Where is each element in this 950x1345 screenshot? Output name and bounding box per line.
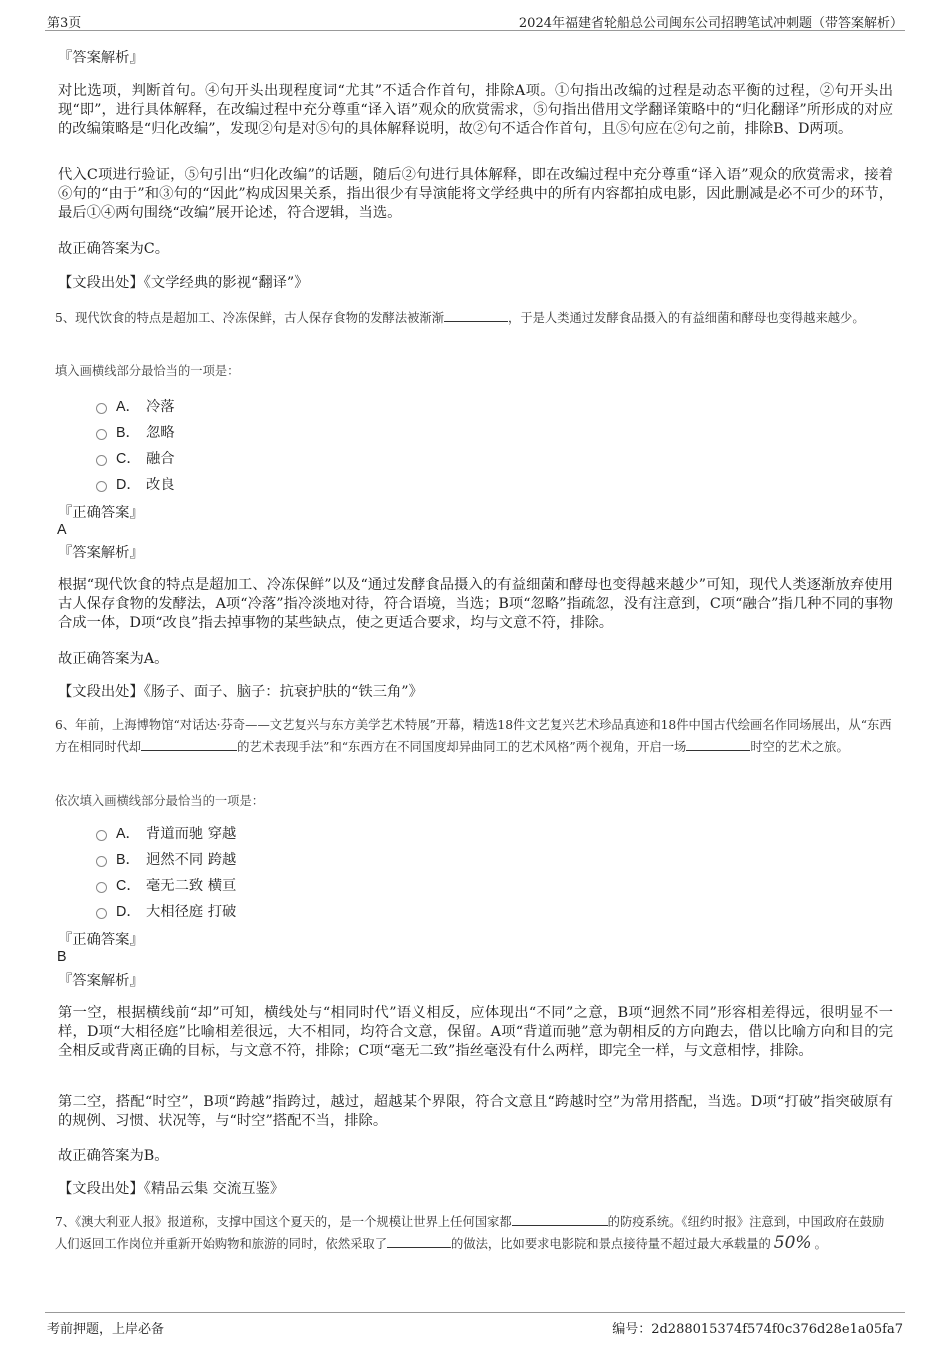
q7-stem-part4: 。 [814, 1237, 827, 1251]
q6-option-a[interactable]: A． 背道而驰 穿越 [96, 823, 236, 843]
q5-blank [444, 307, 508, 322]
q5-analysis-tag: 『答案解析』 [58, 545, 144, 561]
option-text: 融合 [146, 451, 175, 467]
page-header [45, 8, 905, 31]
q6-stem [55, 715, 895, 758]
radio-icon[interactable] [96, 429, 107, 440]
q5-source: 【文段出处】《肠子、面子、脑子：抗衰护肤的“铁三角”》 [58, 684, 423, 700]
q7-stem-part1: 7、《澳大利亚人报》报道称，支撑中国这个夏天的，是一个规模让世界上任何国家都 [55, 1215, 512, 1229]
page-footer [45, 1312, 905, 1341]
q6-prompt: 依次填入画横线部分最恰当的一项是： [55, 794, 265, 808]
q6-analysis-para1: 第一空，根据横线前“却”可知，横线处与“相同时代”语义相反，应体现出“不同”之意，B项“迥然不同”形容相差得远，很明显不一样，D项“大相径庭”比喻相差很远，大不相同，均符合文意，保留。A项“背道而驰”意为朝相反的方向跑去，借以比喻方向和目的完全相反或背离正确的目标，与文意不符，排除；C项“毫无二致”指丝毫没有什么两样，即完全一样，与文意相悖，排除。 [58, 1005, 893, 1059]
q6-stem-part2: 的艺术表现手法”和“东西方在不同国度却异曲同工的艺术风格”两个视角，开启一场 [237, 740, 687, 754]
q5-prompt: 填入画横线部分最恰当的一项是： [55, 364, 240, 378]
option-text: 迥然不同 跨越 [146, 852, 237, 868]
option-text: 大相径庭 打破 [146, 904, 237, 920]
q6-blank-1 [141, 736, 237, 751]
option-text: 背道而驰 穿越 [146, 826, 237, 842]
option-text: 忽略 [146, 425, 175, 441]
q6-source: 【文段出处】《精品云集 交流互鉴》 [58, 1181, 285, 1197]
q5-option-b[interactable]: B． 忽略 [96, 422, 175, 442]
radio-icon[interactable] [96, 455, 107, 466]
q5-option-d[interactable]: D． 改良 [96, 474, 175, 494]
q7-blank-2 [387, 1233, 451, 1248]
radio-icon[interactable] [96, 830, 107, 841]
q6-answer-tag: 『正确答案』 [58, 932, 144, 948]
q7-blank-1 [512, 1211, 608, 1226]
radio-icon[interactable] [96, 908, 107, 919]
q7-stem-part3: 的做法，比如要求电影院和景点接待量不超过最大承载量的 [451, 1237, 771, 1251]
q7-percent: 50% [773, 1233, 812, 1253]
q5-option-c[interactable]: C． 融合 [96, 448, 175, 468]
q5-conclusion: 故正确答案为A。 [58, 651, 169, 667]
q6-analysis-tag: 『答案解析』 [58, 973, 144, 989]
radio-icon[interactable] [96, 481, 107, 492]
q6-stem-part3: 时空的艺术之旅。 [750, 740, 849, 754]
q4-source: 【文段出处】《文学经典的影视“翻译”》 [58, 275, 309, 291]
q5-answer-tag: 『正确答案』 [58, 505, 144, 521]
option-text: 改良 [146, 477, 175, 493]
q6-option-d[interactable]: D． 大相径庭 打破 [96, 901, 236, 921]
footer-slogan: 考前押题，上岸必备 [47, 1322, 165, 1337]
q6-blank-2 [686, 736, 750, 751]
q5-analysis: 根据“现代饮食的特点是超加工、冷冻保鲜”以及“通过发酵食品摄入的有益细菌和酵母也变得越来越少”可知，现代人类逐渐放弃使用古人保存食物的发酵法，A项“冷落”指冷淡地对待，符合语境，当选；B项“忽略”指疏忽，没有注意到，C项“融合”指几种不同的事物合成一体，D项“改良”指去掉事物的某些缺点，使之更适合要求，均与文意不符，排除。 [58, 577, 893, 631]
option-text: 冷落 [146, 399, 175, 415]
q4-analysis-tag: 『答案解析』 [58, 50, 144, 66]
document-id: 编号：2d288015374f574f0c376d28e1a05fa7 [612, 1322, 903, 1337]
radio-icon[interactable] [96, 403, 107, 414]
q4-analysis-para2: 代入C项进行验证，⑤句引出“归化改编”的话题，随后②句进行具体解释，即在改编过程中充分尊重“译入语”观众的欣赏需求，接着⑥句的“由于”和③句的“因此”构成因果关系，指出很少有导演能将文学经典中的所有内容都拍成电影，因此删减是必不可少的环节，最后①④两句围绕“改编”展开论述，符合逻辑，当选。 [58, 167, 893, 221]
q5-answer: A [57, 522, 67, 538]
option-text: 毫无二致 横亘 [146, 878, 237, 894]
q6-option-c[interactable]: C． 毫无二致 横亘 [96, 875, 236, 895]
q4-conclusion: 故正确答案为C。 [58, 241, 170, 257]
page-number: 第3页 [47, 16, 82, 31]
q6-option-b[interactable]: B． 迥然不同 跨越 [96, 849, 236, 869]
q6-analysis-para2: 第二空，搭配“时空”，B项“跨越”指跨过，越过，超越某个界限，符合文意且“跨越时空”为常用搭配，当选。D项“打破”指突破原有的规例、习惯、状况等，与“时空”搭配不当，排除。 [58, 1094, 893, 1129]
q7-stem-part2: 的防疫系统。《纽约时报》注意到，中国政府在鼓励人们返回工作岗位并重新开始购物和旅游的同时，依然采取了 [55, 1215, 885, 1251]
document-title: 2024年福建省轮船总公司闽东公司招聘笔试冲刺题（带答案解析） [518, 16, 903, 31]
q5-stem-part2: ，于是人类通过发酵食品摄入的有益细菌和酵母也变得越来越少。 [508, 311, 865, 325]
q7-stem [55, 1211, 895, 1255]
q5-option-a[interactable]: A． 冷落 [96, 396, 175, 416]
q6-conclusion: 故正确答案为B。 [58, 1148, 169, 1164]
radio-icon[interactable] [96, 882, 107, 893]
radio-icon[interactable] [96, 856, 107, 867]
q6-stem-part1: 6、年前，上海博物馆“对话达·芬奇——文艺复兴与东方美学艺术特展”开幕，精选18件文艺复兴艺术珍品真迹和18件中国古代绘画名作同场展出，从“东西方在相同时代却 [55, 718, 892, 754]
q5-stem-part1: 5、现代饮食的特点是超加工、冷冻保鲜，古人保存食物的发酵法被渐渐 [55, 311, 445, 325]
q5-stem [55, 307, 895, 329]
q6-answer: B [57, 949, 67, 965]
q4-analysis-para1: 对比选项，判断首句。④句开头出现程度词“尤其”不适合作首句，排除A项。①句指出改编的过程是动态平衡的过程，②句开头出现“即”，进行具体解释，在改编过程中充分尊重“译入语”观众的欣赏需求，⑤句指出借用文学翻译策略中的“归化翻译”所形成的对应的改编策略是“归化改编”，发现②句是对⑤句的具体解释说明，故②句不适合作首句，且⑤句应在②句之前，排除B、D两项。 [58, 83, 893, 137]
